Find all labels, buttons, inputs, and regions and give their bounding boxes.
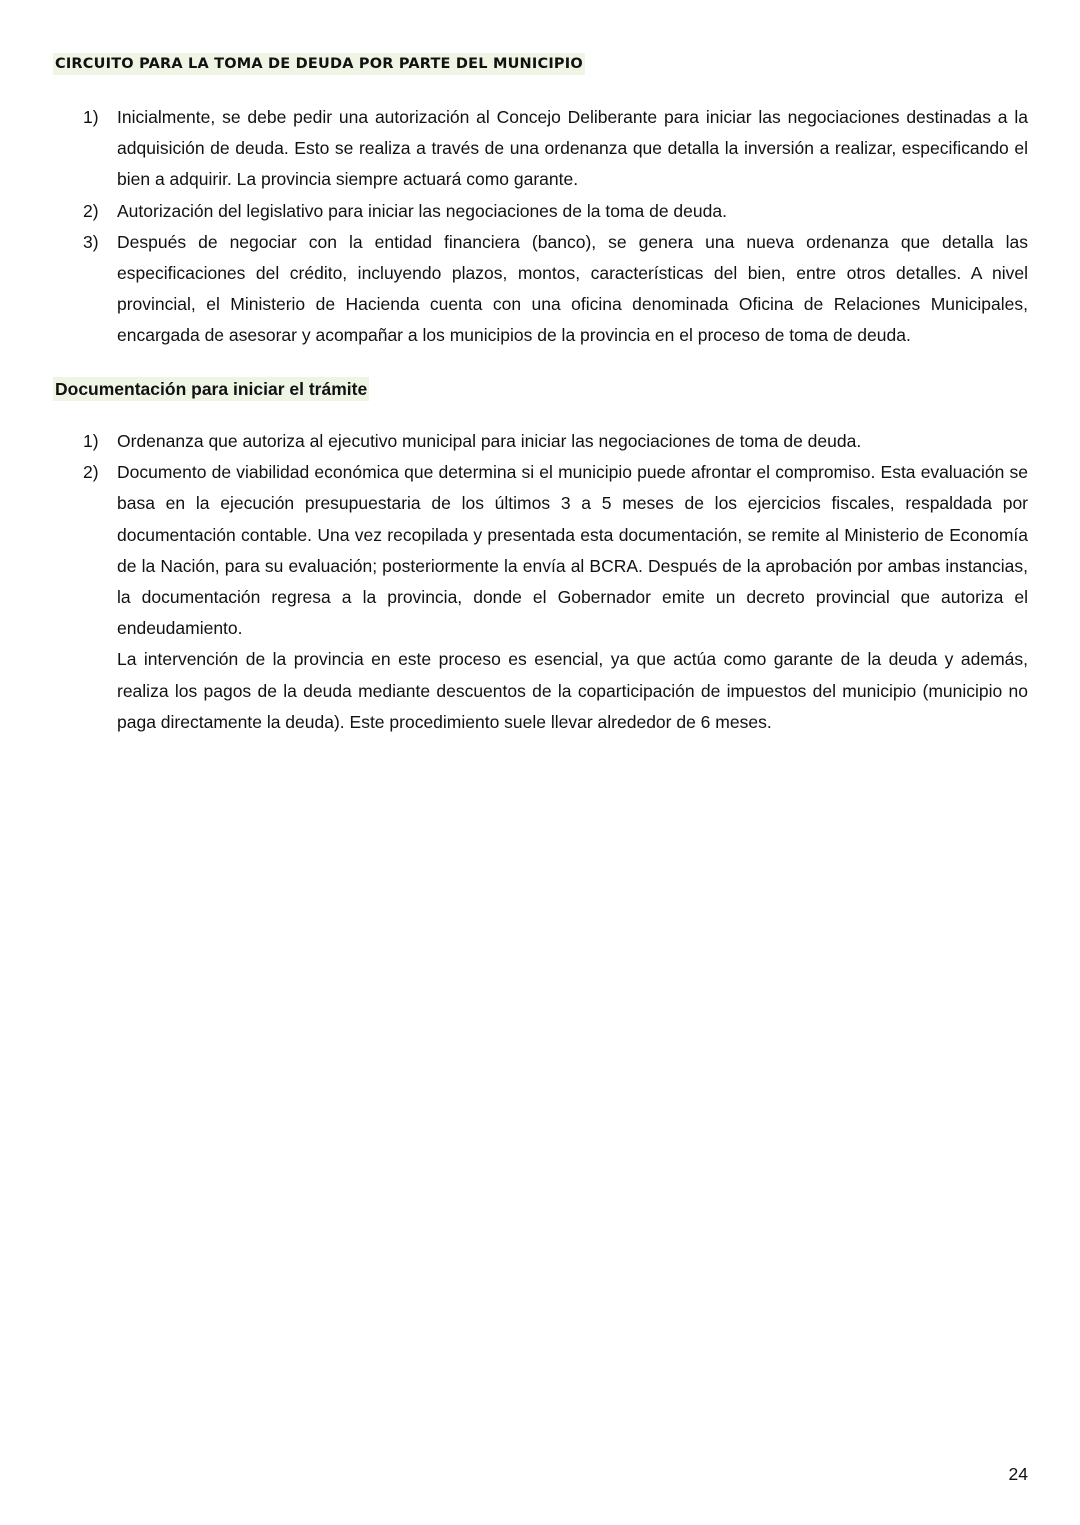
- list-item-text: Ordenanza que autoriza al ejecutivo municipal para iniciar las negociaciones de toma de deuda.: [117, 431, 862, 451]
- list-item-text: Después de negociar con la entidad financiera (banco), se genera una nueva ordenanza que detalla las especificaciones del crédito, incluyendo plazos, montos, características del bien, entre otros detalles. A nivel provincial, el Ministerio de Hacienda cuenta con una oficina denominada Oficina de Relaciones Municipales, encargada de asesorar y acompañar a los municipios de la provincia en el proceso de toma de deuda.: [117, 231, 1028, 346]
- list-item-text: Inicialmente, se debe pedir una autorización al Concejo Deliberante para iniciar las negociaciones destinadas a la adquisición de deuda. Esto se realiza a través de una ordenanza que detalla la inversión a realizar, especificando el bien a adquirir. La provincia siempre actuará como garante.: [117, 107, 1028, 190]
- list-item-number: 2): [83, 462, 99, 483]
- list-item-number: 1): [83, 107, 99, 127]
- list-item: [0, 457, 1028, 738]
- list-item: [0, 102, 1028, 196]
- circuit-steps-list: [0, 102, 1028, 352]
- list-item-continuation: La intervención de la provincia en este proceso es esencial, ya que actúa como garante de la deuda y además, realiza los pagos de la deuda mediante descuentos de la coparticipación de impuestos del municipio (municipio no paga directamente la deuda). Este procedimiento suele llevar alrededor de 6 meses.: [117, 649, 1028, 732]
- page-number: 24: [1008, 1464, 1028, 1484]
- list-item-number: 2): [83, 200, 99, 221]
- list-item-text: Documento de viabilidad económica que determina si el municipio puede afrontar el compromiso. Esta evaluación se basa en la ejecución presupuestaria de los últimos 3 a 5 meses de los ejercicios fiscales, respaldada por documentación contable. Una vez recopilada y presentada esta documentación, se remite al Ministerio de Economía de la Nación, para su evaluación; posteriormente la envía al BCRA. Después de la aprobación por ambas instancias, la documentación regresa a la provincia, donde el Gobernador emite un decreto provincial que autoriza el endeudamiento.: [117, 462, 1028, 639]
- list-item-number: 3): [83, 231, 99, 252]
- section-title: CIRCUITO PARA LA TOMA DE DEUDA POR PARTE DEL MUNICIPIO: [53, 53, 585, 75]
- list-item: [0, 227, 1028, 352]
- list-item-text: Autorización del legislativo para iniciar las negociaciones de la toma de deuda.: [117, 200, 727, 221]
- documentation-heading: Documentación para iniciar el trámite: [55, 379, 368, 399]
- list-item: [0, 426, 1028, 457]
- list-item: [0, 196, 1028, 227]
- documentation-list: [0, 426, 1028, 738]
- list-item-number: 1): [83, 431, 99, 451]
